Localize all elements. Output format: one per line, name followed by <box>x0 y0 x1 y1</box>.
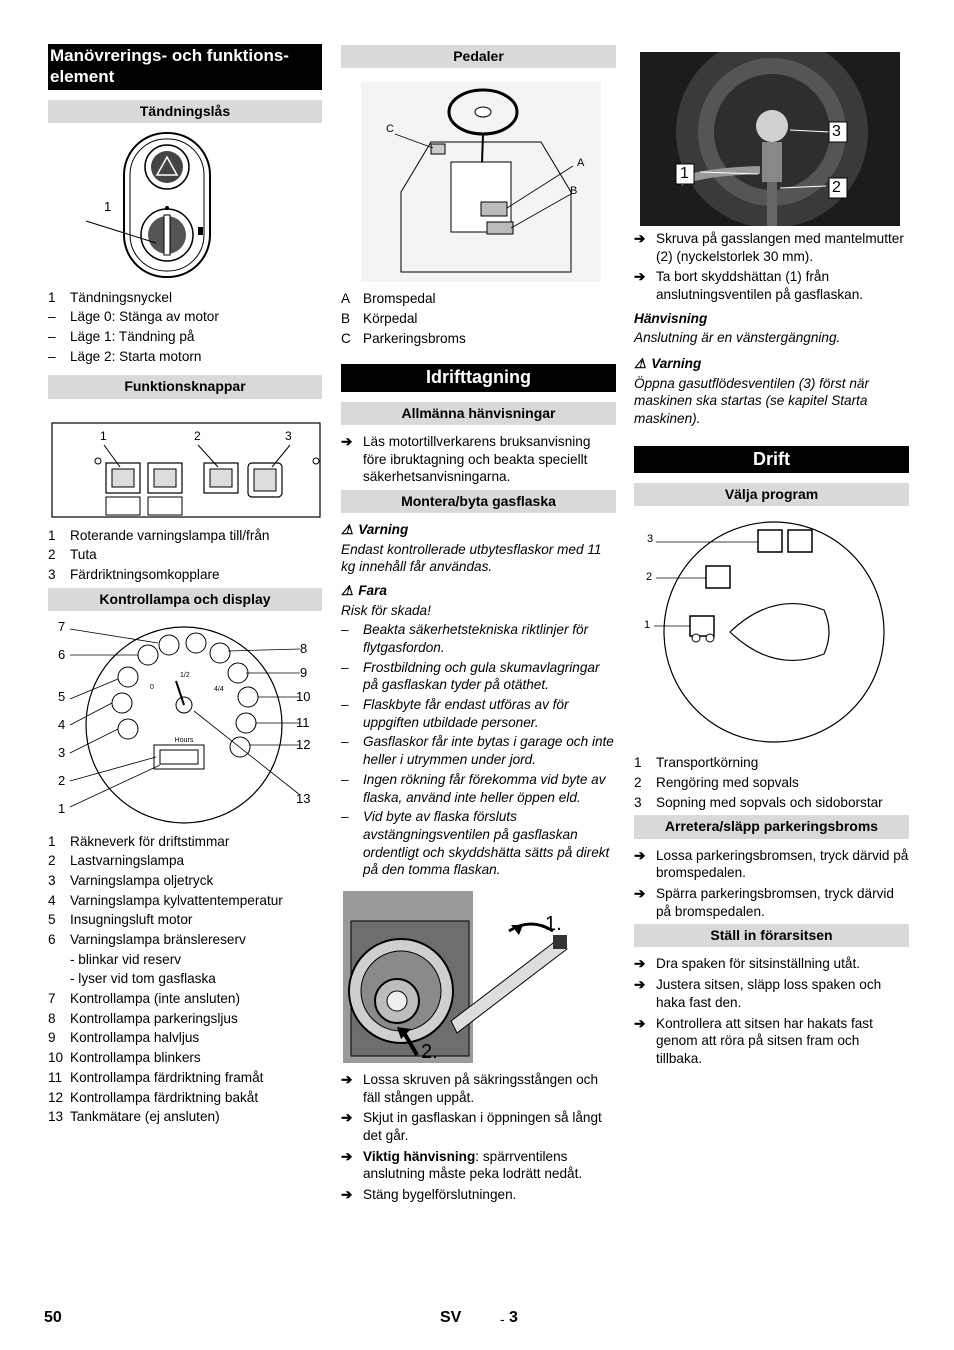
arrow-right-icon: ➔ <box>341 1148 353 1164</box>
instruction-step: ➔ Viktig hänvisning: spärrventilens anslutning måste peka lodrätt nedåt. <box>341 1148 583 1182</box>
arrow-right-icon: ➔ <box>341 433 353 449</box>
gauge-full: 4/4 <box>214 685 224 693</box>
arrow-right-icon: ➔ <box>634 885 646 901</box>
list-item: – Vid byte av flaska försluts avstängningsventilen på gasflaskan ordentligt och skyddshätta sätts på direkt på den tomma flaskan. <box>341 809 610 878</box>
instruction-step: ➔ Lossa skruven på säkringsstången och fäll stången uppåt. <box>341 1071 599 1105</box>
list-item: – Läge 1: Tändning på <box>48 329 195 345</box>
list-item: 1 Räkneverk för driftstimmar <box>48 833 230 849</box>
arrow-right-icon: ➔ <box>634 956 646 972</box>
arrow-right-icon: ➔ <box>634 847 646 863</box>
figure-label: 13 <box>296 790 311 806</box>
function-buttons-list <box>48 527 322 584</box>
figure-label: 7 <box>58 618 66 634</box>
instruction-step: ➔ Skjut in gasflaskan i öppningen så långt det går. <box>341 1110 602 1143</box>
figure-label: 10 <box>296 688 311 704</box>
gauge-half: 1/2 <box>180 671 190 679</box>
warning-text: Endast kontrollerade utbytesflaskor med 11 kg innehåll får användas. <box>341 541 602 575</box>
list-item: 2 Rengöring med sopvals <box>634 775 799 791</box>
heading-driver-seat: Ställ in förarsitsen <box>634 924 909 947</box>
figure-label: 1 <box>680 165 689 182</box>
warning-heading: ⚠ Varning <box>341 522 409 538</box>
section-title-commissioning: Idrifttagning <box>341 364 616 392</box>
column-right <box>634 44 909 1071</box>
instruction-step: ➔ Spärra parkeringsbromsen, tryck därvid på bromspedalen. <box>634 885 894 919</box>
list-item: 2 Lastvarningslampa <box>48 853 185 869</box>
instruction-step: ➔ Stäng bygelförslutningen. <box>341 1186 517 1202</box>
footer-separator: - <box>500 1311 505 1327</box>
arrow-right-icon: ➔ <box>634 1015 646 1031</box>
list-item: 1 Roterande varningslampa till/från <box>48 527 270 543</box>
ignition-figure <box>48 131 322 281</box>
figure-label: 2. <box>421 1040 438 1063</box>
heading-indicator-display: Kontrollampa och display <box>48 588 322 611</box>
list-item: 1 Transportkörning <box>634 755 759 771</box>
heading-function-buttons: Funktionsknappar <box>48 375 322 398</box>
page-number: 50 <box>44 1309 62 1326</box>
list-item: 9 Kontrollampa halvljus <box>48 1030 200 1046</box>
arrow-right-icon: ➔ <box>634 977 646 993</box>
gas-connection-illustration <box>640 52 900 226</box>
column-left <box>48 44 322 1128</box>
warning-triangle-icon: ⚠ <box>341 522 354 538</box>
section-page-number: 3 <box>509 1309 518 1326</box>
language-code: SV <box>440 1309 462 1326</box>
heading-pedals: Pedaler <box>341 45 616 68</box>
list-item: – Flaskbyte får endast utföras av för uppgiften utbildade personer. <box>341 697 569 730</box>
arrow-right-icon: ➔ <box>341 1110 353 1126</box>
list-item: – Beakta säkerhetstekniska riktlinjer för flytgasfordon. <box>341 622 589 656</box>
figure-label: 3 <box>832 123 841 140</box>
indicator-display-figure <box>48 618 322 825</box>
danger-text: Risk för skada! <box>341 602 431 618</box>
figure-label: 2 <box>646 571 653 584</box>
warning-text: Öppna gasutflödesventilen (3) först när maskinen ska startas (se kapitel Starta maskinen). <box>634 375 870 427</box>
figure-label: 3 <box>647 533 654 546</box>
list-item: A Bromspedal <box>341 291 436 307</box>
list-item: – Gasflaskor får inte bytas i garage och inte heller i utrymmen under jord. <box>341 734 614 768</box>
column-middle <box>341 44 616 1207</box>
instruction-step: ➔ Dra spaken för sitsinställning utåt. <box>634 956 861 972</box>
function-buttons-figure <box>48 421 322 519</box>
hours-label: Hours <box>174 736 194 744</box>
list-item: 1 Tändningsnyckel <box>48 289 173 305</box>
figure-label: C <box>386 123 394 136</box>
figure-label: 2 <box>832 179 841 196</box>
figure-label: 5 <box>58 688 66 704</box>
instruction-step: ➔ Justera sitsen, släpp loss spaken och haka fast den. <box>634 977 882 1010</box>
list-item: 12 Kontrollampa färdriktning bakåt <box>48 1089 259 1105</box>
list-item: B Körpedal <box>341 310 418 326</box>
gauge-zero: 0 <box>150 683 154 691</box>
list-subitem: - lyser vid tom gasflaska <box>70 971 216 987</box>
figure-label: 9 <box>300 664 308 680</box>
arrow-right-icon: ➔ <box>341 1186 353 1202</box>
heading-general-notes: Allmänna hänvisningar <box>341 402 616 425</box>
note-heading: Hänvisning <box>634 310 708 326</box>
instruction-step: ➔ Läs motortillverkarens bruksanvisning före ibruktagning och beakta speciellt säkerhetsanvisningarna. <box>341 433 591 485</box>
pedals-list <box>341 290 616 347</box>
list-item: C Parkeringsbroms <box>341 330 466 346</box>
pedals-illustration <box>341 82 616 282</box>
list-item: 13 Tankmätare (ej ansluten) <box>48 1109 220 1125</box>
figure-label: 11 <box>296 714 310 730</box>
pedals-figure <box>341 82 616 282</box>
section-title-controls: Manövrerings- och funktions-element <box>48 44 322 90</box>
gas-connection-photo <box>640 52 909 226</box>
list-item: 4 Varningslampa kylvattentemperatur <box>48 892 283 908</box>
indicator-list <box>48 833 322 1126</box>
note-text: Anslutning är en vänstergängning. <box>634 330 841 346</box>
gas-bottle-figure <box>341 891 616 1063</box>
warning-triangle-icon: ⚠ <box>341 583 354 599</box>
instruction-step: ➔ Ta bort skyddshättan (1) från anslutningsventilen på gasflaskan. <box>634 269 864 303</box>
figure-label: 6 <box>58 646 66 662</box>
warning-heading: ⚠ Varning <box>634 356 702 372</box>
list-item: 2 Tuta <box>48 547 97 563</box>
instruction-step: ➔ Kontrollera att sitsen har hakats fast genom att röra på sitsen fram och tillbaka. <box>634 1015 873 1066</box>
list-item: – Ingen rökning får förekomma vid byte av flaska, använd inte heller öppen eld. <box>341 771 606 805</box>
list-item: – Läge 2: Starta motorn <box>48 348 202 364</box>
figure-label: 1 <box>58 800 66 816</box>
list-subitem: - blinkar vid reserv <box>70 951 182 967</box>
ignition-list <box>48 289 322 366</box>
figure-label: B <box>570 185 578 198</box>
figure-label: 2 <box>58 772 66 788</box>
list-item: 3 Färdriktningsomkopplare <box>48 566 220 582</box>
figure-label: 3 <box>58 744 66 760</box>
list-item: 8 Kontrollampa parkeringsljus <box>48 1010 238 1026</box>
program-list <box>634 754 909 811</box>
figure-label: 1. <box>545 912 562 935</box>
ignition-switch-illustration <box>48 131 322 281</box>
program-selector-figure <box>634 520 909 746</box>
list-item: 6 Varningslampa bränslereserv <box>48 932 246 948</box>
instrument-cluster-illustration <box>48 625 322 825</box>
warning-triangle-icon: ⚠ <box>634 356 647 372</box>
figure-label: 3 <box>285 428 292 443</box>
section-title-operation: Drift <box>634 446 909 474</box>
gas-bottle-illustration <box>341 891 616 1063</box>
figure-label: 1 <box>104 198 112 214</box>
figure-label: 1 <box>644 619 651 632</box>
heading-ignition: Tändningslås <box>48 100 322 123</box>
function-buttons-illustration <box>48 421 322 519</box>
instruction-step: ➔ Skruva på gasslangen med mantelmutter (2) (nyckelstorlek 30 mm). <box>634 231 904 264</box>
list-item: – Läge 0: Stänga av motor <box>48 309 219 325</box>
figure-label: 12 <box>296 736 311 752</box>
program-selector-illustration <box>634 520 909 746</box>
instruction-step: ➔ Lossa parkeringsbromsen, tryck därvid på bromspedalen. <box>634 847 909 881</box>
list-item: 7 Kontrollampa (inte ansluten) <box>48 991 241 1007</box>
list-item: 11 Kontrollampa färdriktning framåt <box>48 1069 264 1085</box>
danger-heading: ⚠ Fara <box>341 583 387 599</box>
figure-label: 4 <box>58 716 66 732</box>
heading-gas-bottle: Montera/byta gasflaska <box>341 490 616 513</box>
list-item: – Frostbildning och gula skumavlagringar på gasflaskan tyder på otäthet. <box>341 659 600 693</box>
arrow-right-icon: ➔ <box>634 231 646 246</box>
figure-label: 1 <box>100 428 107 443</box>
arrow-right-icon: ➔ <box>634 269 646 285</box>
heading-select-program: Välja program <box>634 483 909 506</box>
list-item: 10 Kontrollampa blinkers <box>48 1050 201 1066</box>
list-item: 5 Insugningsluft motor <box>48 912 193 928</box>
figure-label: 2 <box>194 428 201 443</box>
list-item: 3 Sopning med sopvals och sidoborstar <box>634 794 883 810</box>
heading-parking-brake: Arretera/släpp parkeringsbroms <box>634 815 909 838</box>
figure-label: A <box>577 157 585 170</box>
arrow-right-icon: ➔ <box>341 1071 353 1087</box>
list-item: 3 Varningslampa oljetryck <box>48 873 214 889</box>
figure-label: 8 <box>300 640 308 656</box>
